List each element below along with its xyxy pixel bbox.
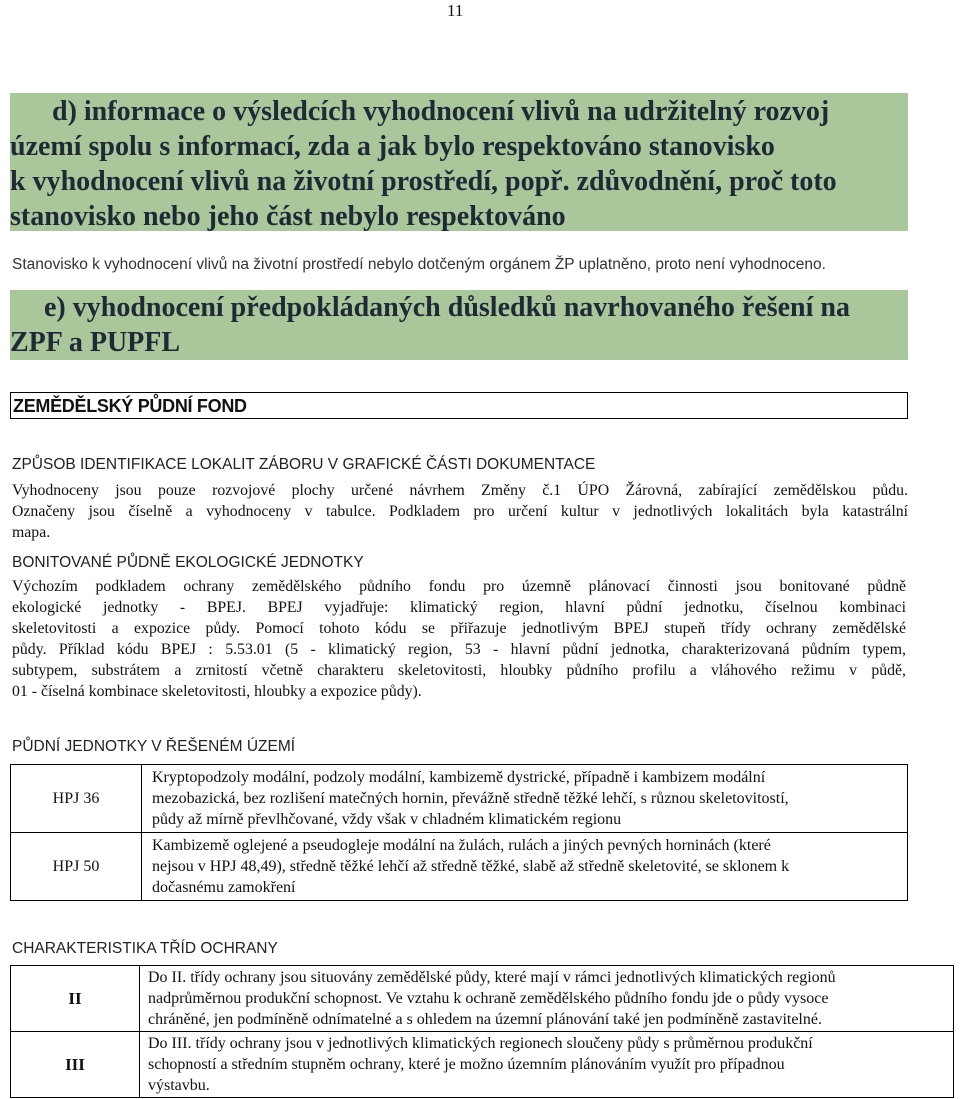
page-number: 11 bbox=[447, 1, 464, 20]
zpusob-heading: ZPŮSOB IDENTIFIKACE LOKALIT ZÁBORU V GRAFICKÉ ČÁSTI DOKUMENTACE bbox=[12, 456, 596, 473]
section-e-heading-line: e) vyhodnocení předpokládaných důsledků navrhovaného řešení na bbox=[44, 292, 850, 323]
section-e-heading bbox=[10, 290, 908, 360]
zpusob-paragraph bbox=[12, 480, 908, 543]
paragraph-line: subtypem, substrátem a zrnitostí včetně charakteru skeletovitosti, hloubky půdního profilu a vláhového režimu v půdě, bbox=[12, 662, 906, 679]
section-d-heading-line: území spolu s informací, zda a jak bylo respektováno stanovisko bbox=[10, 131, 775, 162]
section-e-heading-line: ZPF a PUPFL bbox=[10, 327, 181, 358]
description-line: mezobazická, bez rozlišení matečných hornin, převážně středně těžké lehčí, s různou skeletovitostí, bbox=[152, 790, 789, 807]
hpj-code: HPJ 50 bbox=[11, 833, 142, 901]
paragraph-line: půdy. Příklad kódu BPEJ : 5.53.01 (5 - klimatický region, 53 - hlavní půdní jednotka, charakterizovaná půdním typem, bbox=[12, 641, 906, 658]
paragraph-line: 01 - číselná kombinace skeletovitosti, hloubky a expozice půdy). bbox=[12, 683, 422, 700]
table-row bbox=[11, 1032, 954, 1098]
section-d-heading bbox=[10, 93, 908, 231]
paragraph-line: skeletovitosti a expozice půdy. Pomocí tohoto kódu se přiřazuje jednotlivým BPEJ stupeň třídy ochrany zemědělské bbox=[12, 620, 906, 637]
paragraph-line: Vyhodnoceny jsou pouze rozvojové plochy určené návrhem Změny č.1 ÚPO Žárovná, zabírající zemědělskou půdu. bbox=[12, 482, 908, 499]
hpj-heading: PŮDNÍ JEDNOTKY V ŘEŠENÉM ÚZEMÍ bbox=[12, 738, 296, 755]
description-line: půdy až mírně převlhčované, vždy však v chladném klimatickém regionu bbox=[152, 811, 622, 828]
description-line: výstavbu. bbox=[148, 1077, 210, 1094]
ochrana-description bbox=[140, 966, 954, 1032]
hpj-description bbox=[142, 765, 908, 833]
hpj-description bbox=[142, 833, 908, 901]
description-line: nejsou v HPJ 48,49), středně těžké lehčí až středně těžké, slabě až středně skeletovité, se sklonem k bbox=[152, 858, 790, 875]
ochrana-class: III bbox=[11, 1032, 140, 1098]
description-line: schopností a středním stupněm ochrany, které je možno územním plánováním využít pro případnou bbox=[148, 1056, 785, 1073]
hpj-table bbox=[10, 764, 908, 901]
paragraph-line: ekologické jednotky - BPEJ. BPEJ vyjadřuje: klimatický region, hlavní půdní jednotku, číselnou kombinaci bbox=[12, 599, 906, 616]
bpej-heading: BONITOVANÉ PŮDNĚ EKOLOGICKÉ JEDNOTKY bbox=[12, 554, 364, 571]
section-d-heading-line: d) informace o výsledcích vyhodnocení vlivů na udržitelný rozvoj bbox=[52, 96, 830, 127]
hpj-code: HPJ 36 bbox=[11, 765, 142, 833]
description-line: Do III. třídy ochrany jsou v jednotlivých klimatických regionech sloučeny půdy s průměrnou produkční bbox=[148, 1035, 813, 1052]
table-row bbox=[11, 966, 954, 1032]
ochrana-class: II bbox=[11, 966, 140, 1032]
description-line: chráněné, jen podmíněně odnímatelné a s ohledem na územní plánování také jen podmíněně zastavitelné. bbox=[148, 1011, 822, 1028]
paragraph-line: mapa. bbox=[12, 524, 51, 541]
zpf-title-box bbox=[10, 392, 908, 419]
description-line: dočasnému zamokření bbox=[152, 879, 296, 896]
description-line: Kambizemě oglejené a pseudogleje modální na žulách, rulách a jiných pevných horninách (které bbox=[152, 837, 771, 854]
paragraph-line: Výchozím podkladem ochrany zemědělského půdního fondu pro územně plánovací činnosti jsou bonitované půdně bbox=[12, 578, 906, 595]
section-d-heading-line: stanovisko nebo jeho část nebylo respektováno bbox=[10, 201, 566, 232]
ochrana-table bbox=[10, 965, 954, 1098]
paragraph-line: Označeny jsou číselně a vyhodnoceny v tabulce. Podkladem pro určení kultur v jednotlivých lokalitách byla katastrální bbox=[12, 503, 908, 520]
section-d-heading-line: k vyhodnocení vlivů na životní prostředí, popř. zdůvodnění, proč toto bbox=[10, 166, 837, 197]
ochrana-heading: CHARAKTERISTIKA TŘÍD OCHRANY bbox=[12, 940, 278, 957]
table-row bbox=[11, 765, 908, 833]
bpej-paragraph bbox=[12, 576, 906, 702]
section-d-statement: Stanovisko k vyhodnocení vlivů na životní prostředí nebylo dotčeným orgánem ŽP uplatněno, proto není vyhodnoceno. bbox=[12, 256, 826, 273]
description-line: Do II. třídy ochrany jsou situovány zemědělské půdy, které mají v rámci jednotlivých klimatických regionů bbox=[148, 969, 836, 986]
description-line: nadprůměrnou produkční schopnost. Ve vztahu k ochraně zemědělského půdního fondu jde o půdy vysoce bbox=[148, 990, 829, 1007]
zpf-title: ZEMĚDĚLSKÝ PŮDNÍ FOND bbox=[13, 396, 247, 416]
table-row bbox=[11, 833, 908, 901]
ochrana-description bbox=[140, 1032, 954, 1098]
description-line: Kryptopodzoly modální, podzoly modální, kambizemě dystrické, případně i kambizem modální bbox=[152, 769, 766, 786]
